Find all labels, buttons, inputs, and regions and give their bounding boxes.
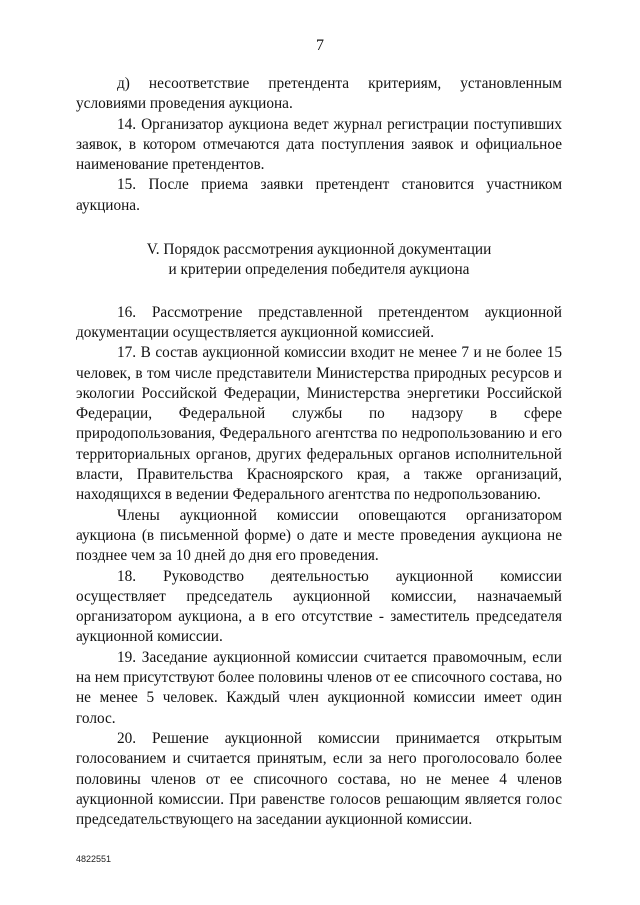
paragraph-14: 14. Организатор аукциона ведет журнал регистрации поступивших заявок, в котором отмечаются дата поступления заявок и официальное наименование претендентов. bbox=[76, 115, 562, 174]
page-body bbox=[76, 74, 562, 830]
paragraph-commission-notice: Члены аукционной комиссии оповещаются организатором аукциона (в письменной форме) о дате и месте проведения аукциона не позднее чем за 10 дней до дня его проведения. bbox=[76, 506, 562, 565]
paragraph-16: 16. Рассмотрение представленной претендентом аукционной документации осуществляется аукционной комиссией. bbox=[76, 303, 562, 341]
paragraph-20: 20. Решение аукционной комиссии принимается открытым голосованием и считается принятым, если за него проголосовало более половины членов от ее списочного состава, но не менее 4 членов аукционной комиссии. При равенстве голосов решающим является голос председательствующего на заседании аукционной комиссии. bbox=[76, 729, 562, 829]
section-heading bbox=[76, 240, 562, 281]
paragraph-19: 19. Заседание аукционной комиссии считается правомочным, если на нем присутствуют более половины членов от ее списочного состава, но не менее 5 человек. Каждый член аукционной комиссии имеет один голос. bbox=[76, 648, 562, 727]
paragraph-17: 17. В состав аукционной комиссии входит не менее 7 и не более 15 человек, в том числе представители Министерства природных ресурсов и экологии Российской Федерации, Министерства энергетики Российской Федерации, Федеральной службы по надзору в сфере природопользования, Федерального агентства по недропользованию и его территориальных органов, других федеральных органов исполнительной власти, Правительства Красноярского края, а также организаций, находящихся в ведении Федерального агентства по недропользованию. bbox=[76, 344, 562, 504]
page-number: 7 bbox=[316, 37, 324, 54]
paragraph-d: д) несоответствие претендента критериям, установленным условиями проведения аукциона. bbox=[76, 75, 562, 113]
paragraph-15: 15. После приема заявки претендент становится участником аукциона. bbox=[76, 176, 562, 214]
document-code: 4822551 bbox=[76, 854, 112, 864]
paragraph-18: 18. Руководство деятельностью аукционной комиссии осуществляет председатель аукционной комиссии, назначаемый организатором аукциона, а в его отсутствие - заместитель председателя аукционной комиссии. bbox=[76, 567, 562, 646]
section-heading-line-1: V. Порядок рассмотрения аукционной документации bbox=[146, 241, 492, 259]
section-heading-line-2: и критерии определения победителя аукциона bbox=[168, 261, 470, 279]
